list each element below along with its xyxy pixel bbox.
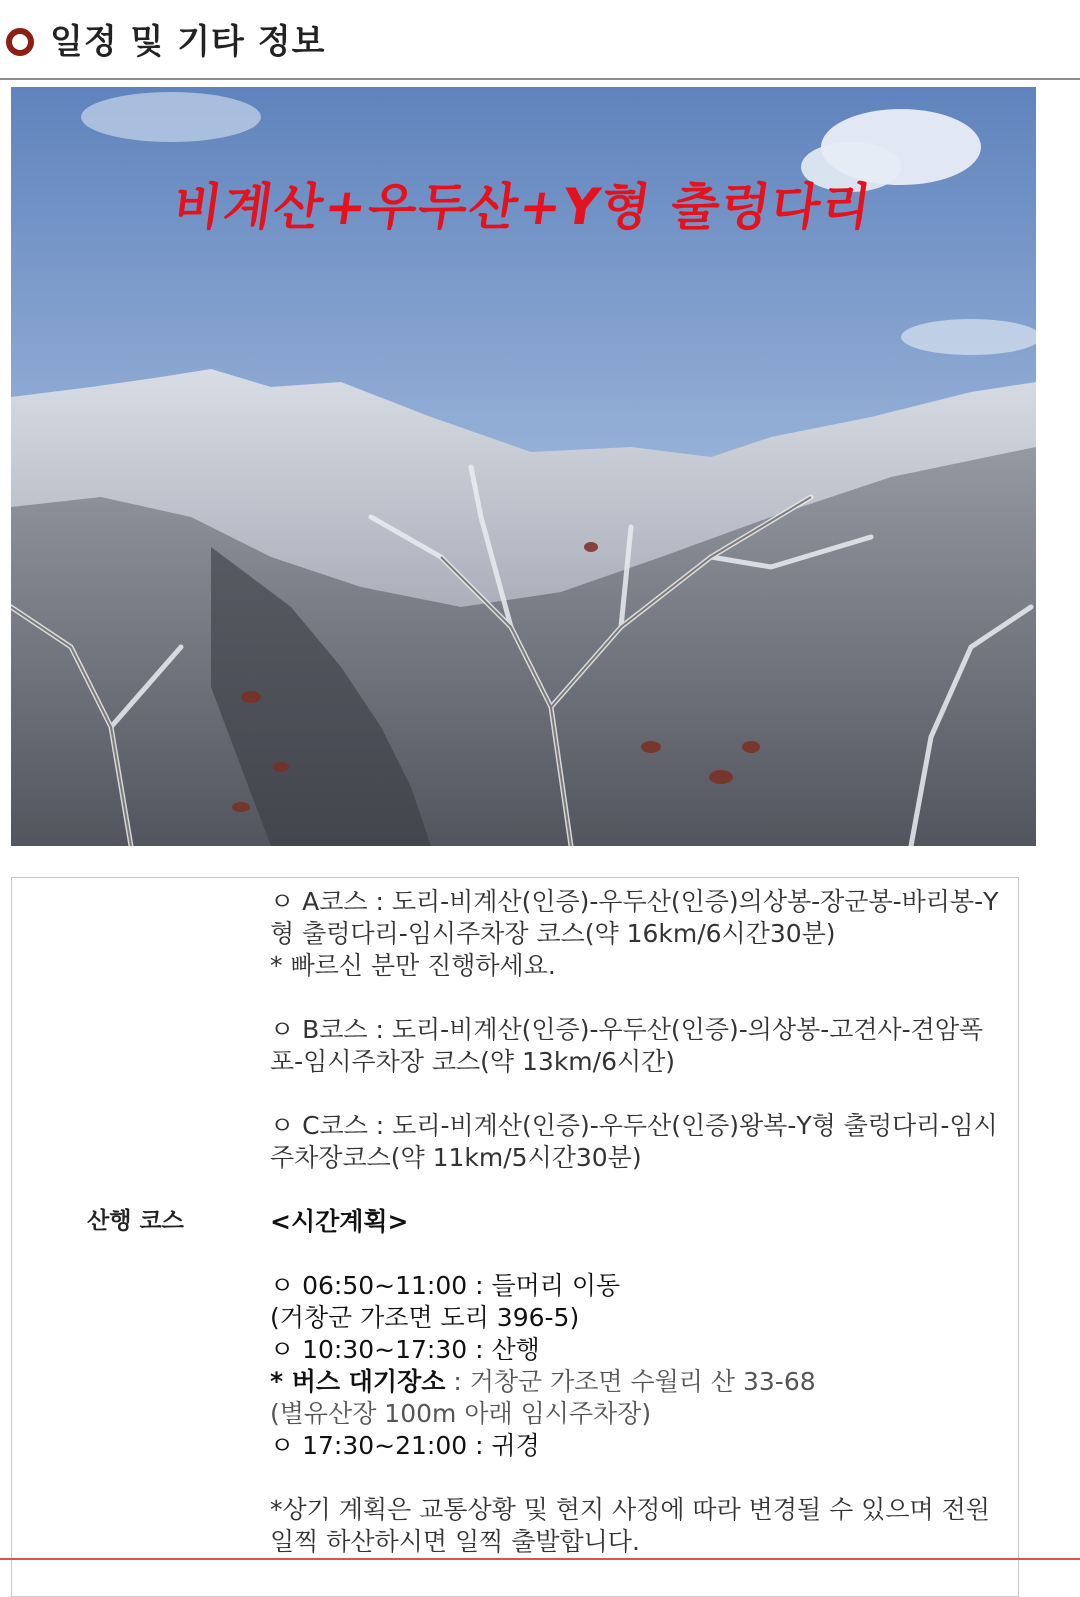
mountain-photo [11, 87, 1036, 846]
plan-line-4: ㅇ 17:30~21:00 : 귀경 [270, 1431, 540, 1460]
circle-marker-icon [6, 28, 34, 56]
bus-note: (별유산장 100m 아래 임시주차장) [270, 1399, 652, 1428]
notice-text: *상기 계획은 교통상황 및 현지 사정에 따라 변경될 수 있으며 전원 일찍 하산하시면 일찍 출발합니다. [270, 1495, 990, 1556]
photo-caption: 비계산+우두산+Y형 출렁다리 [169, 178, 877, 236]
bus-value: : 거창군 가조면 수월리 산 33-68 [445, 1367, 816, 1396]
course-c: ㅇ C코스 : 도리-비계산(인증)-우두산(인증)왕복-Y형 출렁다리-임시주차장코스(약 11km/5시간30분) [270, 1111, 998, 1172]
course-content [270, 886, 1000, 1558]
row-label-course: 산행 코스 [87, 1208, 184, 1234]
bus-label: * 버스 대기장소 [270, 1367, 446, 1396]
bottom-divider [0, 1558, 1080, 1560]
bus-waiting-place [270, 1366, 1000, 1398]
section-title: 일정 및 기타 정보 [50, 22, 326, 62]
course-info-table [11, 877, 1019, 1597]
plan-line-1: ㅇ 06:50~11:00 : 들머리 이동 [270, 1271, 621, 1300]
course-a: ㅇ A코스 : 도리-비계산(인증)-우두산(인증)의상봉-장군봉-바리봉-Y형 출렁다리-임시주차장 코스(약 16km/6시간30분) * 빠르신 분만 진행하세요. [270, 887, 999, 980]
plan-line-2: (거창군 가조면 도리 396-5) [270, 1303, 580, 1332]
plan-heading: <시간계획> [270, 1207, 409, 1236]
course-b: ㅇ B코스 : 도리-비계산(인증)-우두산(인증)-의상봉-고견사-견암폭포-임시주차장 코스(약 13km/6시간) [270, 1015, 984, 1076]
plan-line-3: ㅇ 10:30~17:30 : 산행 [270, 1335, 540, 1364]
section-header [0, 0, 1080, 80]
